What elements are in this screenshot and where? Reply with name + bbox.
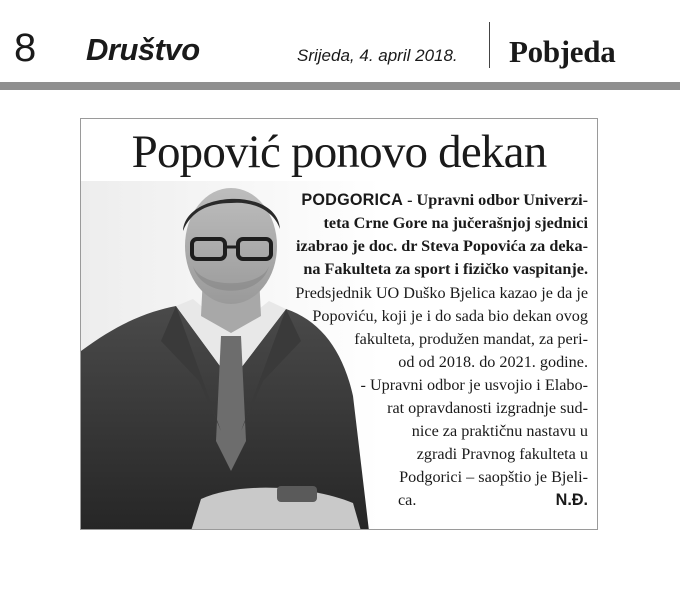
- article-box: [80, 118, 598, 530]
- headline: Popović ponovo dekan: [131, 126, 547, 178]
- issue-date: Srijeda, 4. april 2018.: [297, 46, 458, 65]
- dateline: PODGORICA: [301, 191, 404, 209]
- header-rule: [0, 82, 680, 90]
- body-line-4: od od 2018. do 2021. godine.: [398, 353, 588, 371]
- lead-text: - Upravni odbor Univerzi-: [403, 191, 588, 209]
- body-line-6: rat opravdanosti izgradnje sud-: [387, 399, 588, 417]
- body-line-1: Predsjednik UO Duško Bjelica kazao je da je: [295, 284, 588, 302]
- lead-line-1: [301, 192, 588, 208]
- header-divider: [489, 22, 490, 68]
- body-line-8: zgradi Pravnog fakulteta u: [416, 445, 588, 463]
- body-line-10: ca.: [398, 491, 417, 509]
- body-line-5: - Upravni odbor je usvojio i Elabo-: [360, 376, 588, 394]
- lead-line-4: na Fakulteta za sport i fizičko vaspitanje.: [303, 260, 588, 278]
- lead-line-2: teta Crne Gore na jučerašnjoj sjednici: [323, 214, 588, 232]
- body-line-2: Popoviću, koji je i do sada bio dekan ovog: [312, 307, 588, 325]
- author-signature: N.Đ.: [555, 491, 588, 509]
- lead-line-3: izabrao je doc. dr Steva Popovića za deka-: [296, 237, 588, 255]
- portrait-photo: [81, 181, 381, 530]
- page-number: 8: [14, 26, 37, 70]
- body-line-3: fakulteta, produžen mandat, za peri-: [354, 330, 588, 348]
- body-line-9: Podgorici – saopštio je Bjeli-: [399, 468, 588, 486]
- masthead: Pobjeda: [509, 34, 616, 69]
- body-line-7: nice za praktičnu nastavu u: [411, 422, 588, 440]
- section-title: Društvo: [86, 32, 200, 67]
